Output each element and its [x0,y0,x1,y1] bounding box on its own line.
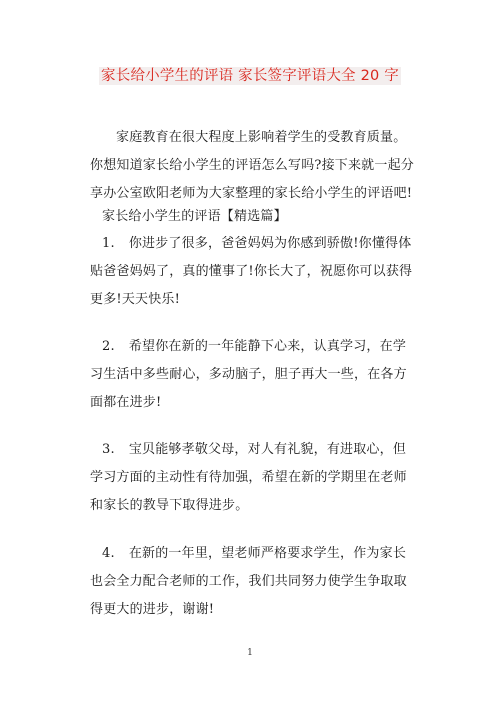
comment-item-2 [90,333,414,417]
document-title-text: 家长给小学生的评语 家长签字评语大全 20 字 [101,68,399,84]
comment-item-4-number: 4. [102,546,115,561]
intro-paragraph: 家庭教育在很大程度上影响着学生的受教育质量。你想知道家长给小学生的评语怎么写吗?接下来就一起分享办公室欧阳老师为大家整理的家长给小学生的评语吧! [90,130,414,201]
comment-item-2-number: 2. [102,339,115,354]
comment-item-4 [90,540,414,624]
comment-item-3-text: 宝贝能够孝敬父母，对人有礼貌，有进取心，但学习方面的主动性有待加强，希望在新的学期里在老师和家长的教导下取得进步。 [90,442,407,513]
comment-item-4-text: 在新的一年里，望老师严格要求学生，作为家长也会全力配合老师的工作，我们共同努力使学生争取取得更大的进步，谢谢! [90,546,407,617]
comment-item-2-text: 希望你在新的一年能静下心来，认真学习，在学习生活中多些耐心，多动脑子，胆子再大一些，在各方面都在进步! [90,339,407,410]
comment-item-3 [90,436,414,520]
comment-item-1-number: 1. [102,236,115,251]
section-subheading: 家长给小学生的评语【精选篇】 [102,209,287,224]
document-title [0,64,500,85]
comment-item-1-text: 你进步了很多，爸爸妈妈为你感到骄傲!你懂得体贴爸爸妈妈了，真的懂事了!你长大了，祝愿你可以获得更多!天天快乐! [90,236,413,307]
page-number: 1 [247,648,253,658]
comment-item-3-number: 3. [102,442,115,457]
comment-item-1 [90,230,414,314]
